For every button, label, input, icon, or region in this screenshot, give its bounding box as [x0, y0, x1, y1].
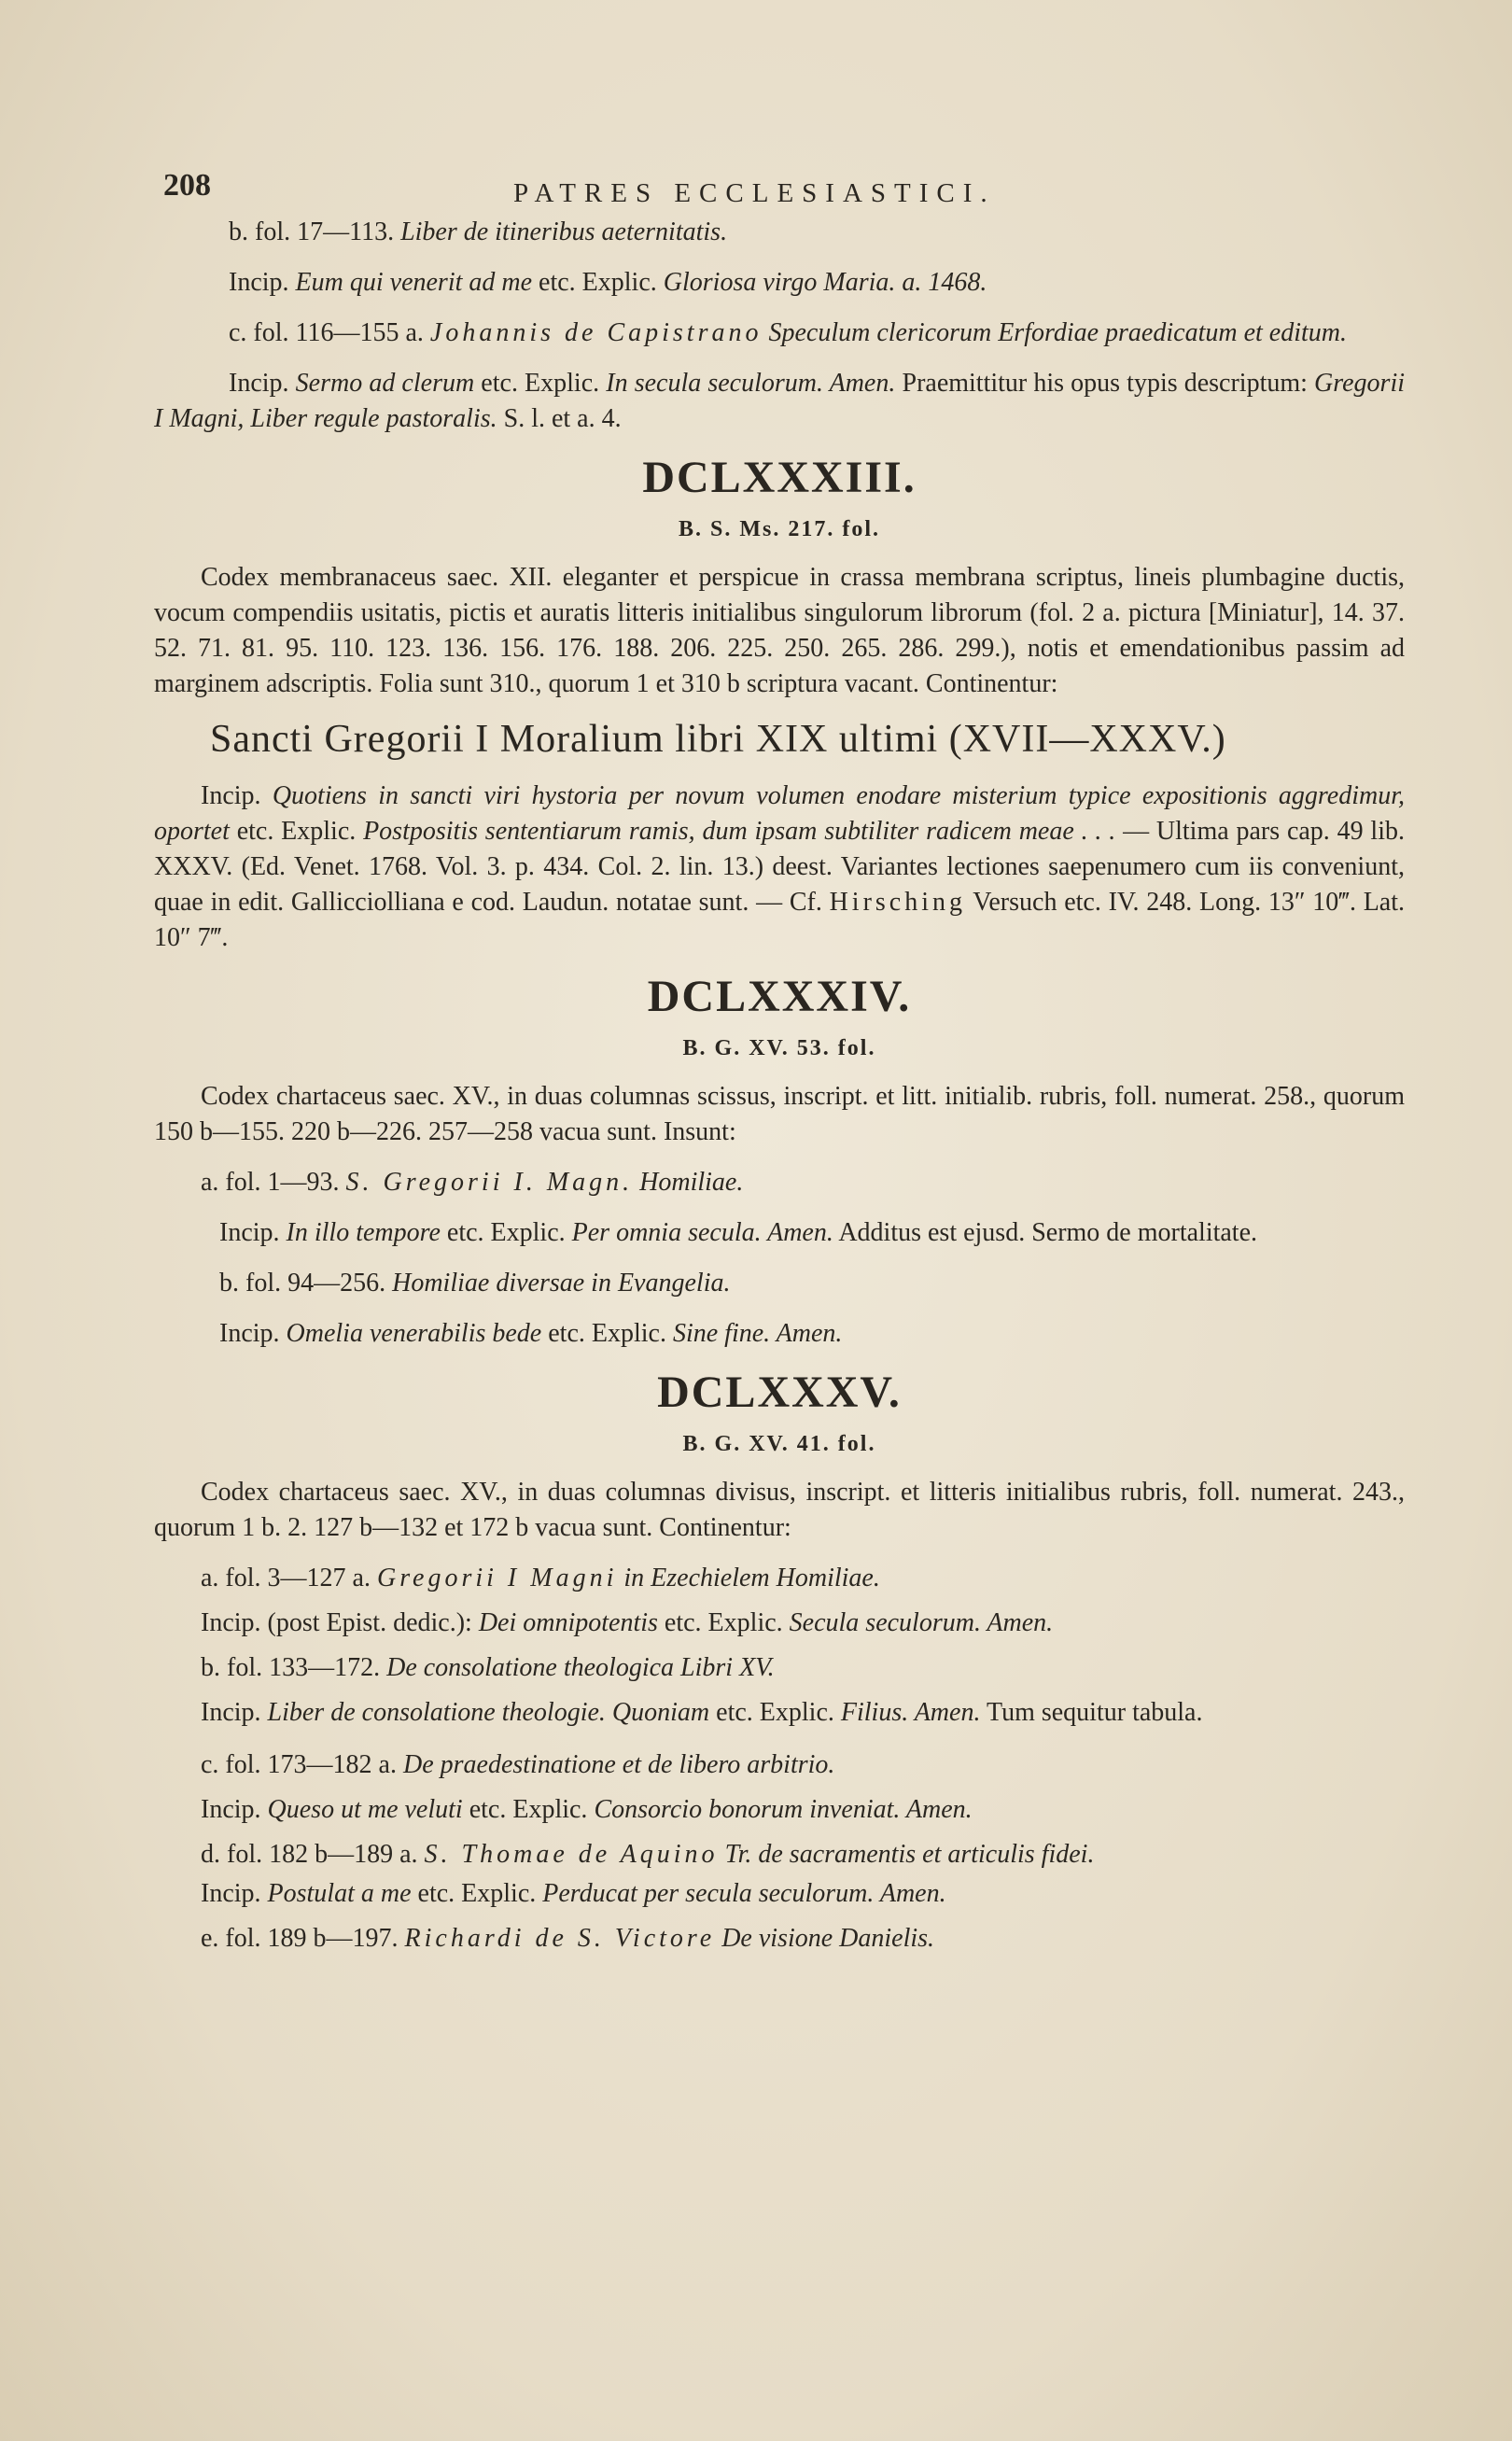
- page-header: [154, 168, 1405, 215]
- codex-685-shelfmark: B. G. XV. 41. fol.: [682, 1432, 876, 1456]
- codex-683-number: DCLXXXIII.: [642, 453, 917, 502]
- running-title: PATRES ECCLESIASTICI.: [513, 178, 996, 208]
- codex-684-incipit-a: Incip. In illo tempore etc. Explic. Per omnia secula. Amen. Additus est ejusd. Sermo de mortalitate.: [219, 1218, 1258, 1247]
- codex-684-number: DCLXXXIV.: [647, 972, 912, 1021]
- codex-684-shelfmark: B. G. XV. 53. fol.: [682, 1036, 876, 1060]
- intro-item-c: c. fol. 116—155 a. Johannis de Capistrano Speculum clericorum Erfordiae praedicatum et editum.: [229, 318, 1347, 347]
- intro-item-b: b. fol. 17—113. Liber de itineribus aeternitatis.: [229, 217, 728, 246]
- intro-incip-c: Incip. Sermo ad clerum etc. Explic. In secula seculorum. Amen. Praemittitur his opus typis descriptum: Gregorii I Magni, Liber regule pastoralis. S. l. et a. 4.: [154, 369, 1406, 433]
- codex-684-incipit-b: Incip. Omelia venerabilis bede etc. Explic. Sine fine. Amen.: [219, 1319, 843, 1348]
- codex-685-incipit-a: Incip. (post Epist. dedic.): Dei omnipotentis etc. Explic. Secula seculorum. Amen.: [201, 1608, 1054, 1637]
- codex-684-item-b: b. fol. 94—256. Homiliae diversae in Evangelia.: [219, 1269, 731, 1298]
- codex-683-work-title: Sancti Gregorii I Moralium libri XIX ultimi (XVII—XXXV.): [210, 718, 1226, 761]
- codex-683-shelfmark: B. S. Ms. 217. fol.: [678, 517, 880, 541]
- page-number: 208: [163, 168, 211, 203]
- codex-684-item-a: a. fol. 1—93. S. Gregorii I. Magn. Homiliae.: [201, 1168, 744, 1197]
- codex-685-number: DCLXXXV.: [657, 1368, 902, 1417]
- intro-incip-b: Incip. Eum qui venerit ad me etc. Explic. Gloriosa virgo Maria. a. 1468.: [229, 268, 987, 297]
- page-content: [154, 168, 1405, 1971]
- codex-685-item-e: e. fol. 189 b—197. Richardi de S. Victore De visione Danielis.: [201, 1924, 935, 1953]
- codex-684-description: Codex chartaceus saec. XV., in duas columnas scissus, inscript. et litt. initialib. rubris, foll. numerat. 258., quorum 150 b—155. 220 b—226. 257—258 vacua sunt. Insunt:: [154, 1082, 1405, 1146]
- codex-685-item-b: b. fol. 133—172. De consolatione theologica Libri XV.: [201, 1653, 775, 1682]
- codex-685-item-a: a. fol. 3—127 a. Gregorii I Magni in Ezechielem Homiliae.: [201, 1564, 880, 1592]
- codex-685-incipit-d: Incip. Postulat a me etc. Explic. Perducat per secula seculorum. Amen.: [201, 1879, 946, 1908]
- codex-685-item-c: c. fol. 173—182 a. De praedestinatione et de libero arbitrio.: [201, 1750, 835, 1779]
- codex-685-incipit-b: Incip. Liber de consolatione theologie. Quoniam etc. Explic. Filius. Amen. Tum sequitur tabula.: [201, 1698, 1203, 1727]
- codex-685-description: Codex chartaceus saec. XV., in duas columnas divisus, inscript. et litteris initialibus rubris, foll. numerat. 243., quorum 1 b. 2. 127 b—132 et 172 b vacua sunt. Continentur:: [154, 1478, 1405, 1542]
- codex-685-incipit-c: Incip. Queso ut me veluti etc. Explic. Consorcio bonorum inveniat. Amen.: [201, 1795, 973, 1824]
- codex-683-description: Codex membranaceus saec. XII. eleganter et perspicue in crassa membrana scriptus, lineis plumbagine ductis, vocum compendiis usitatis, pictis et auratis litteris initialibus singulorum librorum (fol. 2 a. pictura [Miniatur], 14. 37. 52. 71. 81. 95. 110. 123. 136. 156. 176. 188. 206. 225. 250. 265. 286. 299.), notis et emendationibus passim ad marginem adscriptis. Folia sunt 310., quorum 1 et 310 b scriptura vacant. Continentur:: [154, 563, 1405, 698]
- codex-685-item-d: d. fol. 182 b—189 a. S. Thomae de Aquino Tr. de sacramentis et articulis fidei.: [201, 1840, 1095, 1869]
- codex-683-incipit: Incip. Quotiens in sancti viri hystoria per novum volumen enodare misterium typice expositionis aggredimur, oportet etc. Explic. Postpositis sententiarum ramis, dum ipsam subtiliter radicem meae . . . — Ultima pars cap. 49 lib. XXXV. (Ed. Venet. 1768. Vol. 3. p. 434. Col. 2. lin. 13.) deest. Variantes lectiones saepenumero cum iis conveniunt, quae in edit. Gallicciolliana e cod. Laudun. notatae sunt. — Cf. Hirsching Versuch etc. IV. 248. Long. 13″ 10‴. Lat. 10″ 7‴.: [154, 781, 1406, 952]
